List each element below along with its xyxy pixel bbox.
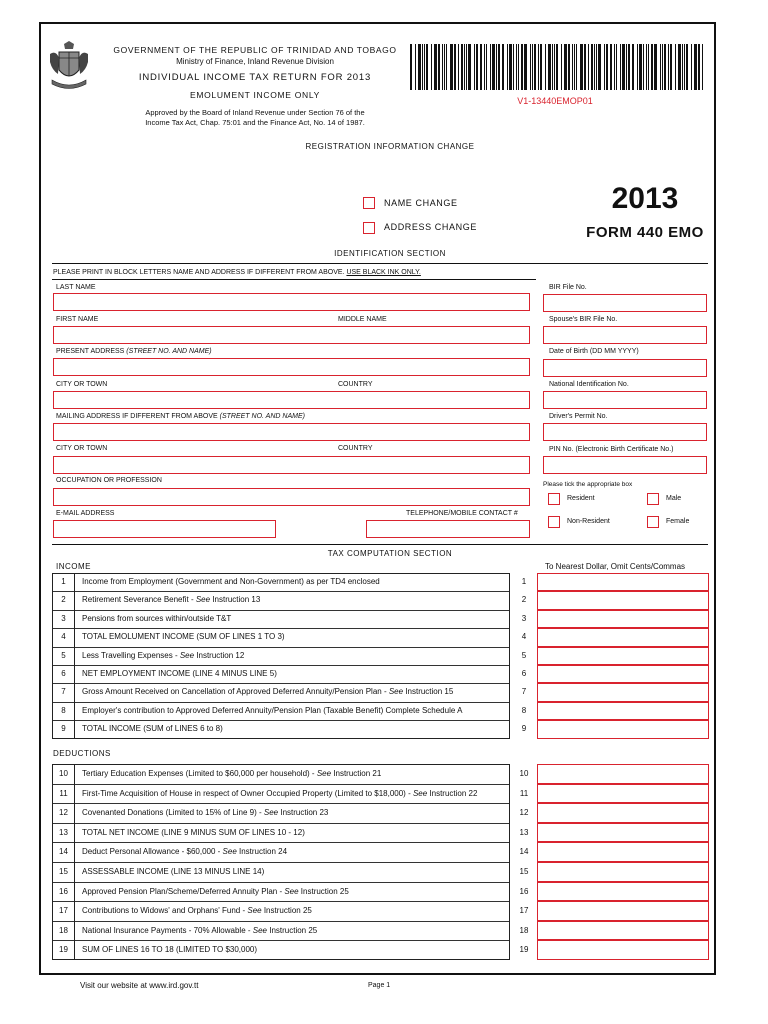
tax-section-title: TAX COMPUTATION SECTION [327,549,453,558]
address-change-checkbox[interactable] [363,222,375,234]
barcode-bar [639,44,642,90]
barcode-bar [556,44,558,90]
see-reference: See [316,769,332,778]
line-description [82,921,317,941]
barcode-bar [480,44,482,90]
barcode-bar [444,44,445,90]
barcode-bar [464,44,465,90]
line-number: 12 [59,808,68,818]
line-description [82,842,287,862]
barcode-bar [616,44,617,90]
barcode-bar [626,44,627,90]
city-label-1: CITY OR TOWN [56,381,108,388]
barcode-bar [454,44,456,90]
barcode-bar [675,44,676,90]
line-description-text: ASSESSABLE INCOME (LINE 13 MINUS LINE 14) [82,867,265,876]
barcode-bar [628,44,630,90]
line-description [82,823,305,843]
table-column-divider [74,573,75,739]
line-number-right: 3 [521,613,527,623]
mailing-address-label [56,413,305,420]
line-description-text: Retirement Severance Benefit - [82,595,196,605]
amount-field[interactable] [537,882,709,902]
line-number: 17 [59,906,68,916]
barcode-bar [492,44,495,90]
line-number-right: 5 [521,650,527,660]
present-address-field[interactable] [53,358,530,376]
line-number-right: 7 [521,687,527,697]
amount-field[interactable] [537,921,709,941]
barcode-bar [684,44,685,90]
mailing-address-field[interactable] [53,423,530,441]
barcode-bar [466,44,467,90]
barcode-bar [554,44,555,90]
line-description [82,628,285,646]
line-number: 11 [59,788,68,798]
website-footer: Visit our website at www.ird.gov.tt [80,981,199,990]
phone-field[interactable] [366,520,530,538]
registration-change-title: REGISTRATION INFORMATION CHANGE [305,142,475,151]
line-number: 3 [61,613,66,623]
line-number-right: 4 [521,632,527,642]
barcode [410,44,706,90]
barcode-bar [540,44,542,90]
pin-field[interactable] [543,456,707,474]
line-description-text: TOTAL NET INCOME (LINE 9 MINUS SUM OF LINES 10 - 12) [82,827,305,837]
barcode-bar [646,44,647,90]
barcode-bar [682,44,683,90]
dob-label: Date of Birth (DD MM YYYY) [549,348,639,355]
page-number: Page 1 [368,982,391,989]
line-number-right: 18 [519,925,529,935]
occupation-field[interactable] [53,488,530,506]
barcode-bar [513,44,514,90]
dob-field[interactable] [543,359,707,377]
line-number: 13 [59,827,68,837]
barcode-bar [670,44,672,90]
barcode-bar [580,44,583,90]
drivers-permit-field[interactable] [543,423,707,441]
line-description-text: SUM OF LINES 16 TO 18 (LIMITED TO $30,000) [82,945,258,955]
last-name-label: LAST NAME [56,284,96,291]
resident-checkbox[interactable] [548,493,560,505]
resident-label: Resident [567,495,595,502]
barcode-bar [691,44,692,90]
first-name-label: FIRST NAME [56,316,99,323]
identification-divider [52,263,708,264]
line-description-text: NET EMPLOYMENT INCOME (LINE 4 MINUS LINE 5) [82,669,277,678]
email-label: E-MAIL ADDRESS [56,510,115,517]
barcode-bar [434,44,437,90]
country-label-2: COUNTRY [338,445,373,452]
barcode-bar [468,44,471,90]
line-number-right: 2 [521,595,527,605]
line-number-right: 6 [521,669,527,678]
barcode-bar [490,44,491,90]
line-number: 14 [59,847,68,857]
barcode-bar [622,44,625,90]
barcode-bar [442,44,443,90]
barcode-bar [498,44,500,90]
amount-field[interactable] [537,901,709,921]
email-field[interactable] [53,520,276,538]
line-description [82,647,244,665]
barcode-bar [521,44,523,90]
mailing-address-text: MAILING ADDRESS IF DIFFERENT FROM ABOVE [56,413,218,420]
amount-field[interactable] [537,683,709,701]
coat-of-arms-emblem [46,40,92,92]
line-description [82,862,264,882]
barcode-bar [574,44,575,90]
instruction-divider [52,279,536,280]
national-id-field[interactable] [543,391,707,409]
form-subtitle: EMOLUMENT INCOME ONLY [189,90,321,100]
pin-label: PIN No. (Electronic Birth Certificate No.) [549,446,674,453]
name-change-label: NAME CHANGE [384,198,458,208]
line-number: 2 [61,595,66,605]
see-reference: See [247,906,262,916]
line-number-right: 12 [519,808,529,818]
barcode-bar [568,44,570,90]
line-description [82,803,328,823]
amount-field[interactable] [537,720,709,738]
barcode-bar [422,44,423,90]
line-description [82,702,462,720]
line-number: 8 [61,705,66,715]
line-description-text: Deduct Personal Allowance - $60,000 - [82,847,223,857]
see-reference: See [195,595,211,605]
see-reference: See [179,650,195,660]
line-number: 4 [61,632,66,642]
barcode-bar [446,44,447,90]
mailing-address-hint: (STREET NO. AND NAME) [219,413,305,420]
barcode-bar [415,44,416,90]
line-number: 5 [61,650,66,660]
line-description [82,573,380,591]
deductions-heading: DEDUCTIONS [53,749,111,758]
barcode-bar [596,44,597,90]
form-number: FORM 440 EMO [586,224,704,241]
line-number-right: 1 [521,577,527,586]
barcode-bar [516,44,517,90]
instruction-reference: Instruction 15 [403,687,454,697]
line-number: 18 [59,925,68,935]
table-column-divider [509,764,510,960]
barcode-bar [702,44,703,90]
barcode-bar [643,44,644,90]
barcode-bar [564,44,567,90]
barcode-bar [637,44,638,90]
line-number-right: 14 [519,847,529,857]
barcode-bar [588,44,589,90]
barcode-bar [594,44,595,90]
amount-field[interactable] [537,803,709,823]
ministry-name: Ministry of Finance, Inland Revenue Division [176,57,334,66]
barcode-bar [530,44,531,90]
see-reference: See [284,886,299,896]
line-description [82,901,312,921]
line-description [82,683,453,701]
barcode-bar [648,44,649,90]
line-number-right: 16 [519,886,529,896]
middle-name-label: MIDDLE NAME [338,316,387,323]
instruction-reference: Instruction 13 [210,595,261,605]
identification-section-title: IDENTIFICATION SECTION [334,249,446,258]
present-address-text: PRESENT ADDRESS [56,348,125,355]
barcode-bar [484,44,485,90]
amount-field[interactable] [537,842,709,862]
amount-field[interactable] [537,764,709,784]
instruction-reference: Instruction 23 [278,808,329,818]
black-ink-instruction: USE BLACK INK ONLY. [346,269,421,276]
spouse-bir-label: Spouse's BIR File No. [549,316,618,323]
barcode-bar [496,44,497,90]
amount-field[interactable] [537,702,709,720]
line-number-right: 15 [519,867,529,876]
present-address-label [56,348,212,355]
amount-field[interactable] [537,647,709,665]
barcode-bar [486,44,487,90]
present-address-hint: (STREET NO. AND NAME) [126,348,212,355]
city-label-2: CITY OR TOWN [56,445,108,452]
barcode-bar [424,44,425,90]
amount-field[interactable] [537,665,709,683]
line-number-right: 17 [519,906,529,916]
barcode-bar [548,44,551,90]
barcode-bar [518,44,519,90]
barcode-bar [660,44,661,90]
barcode-bar [426,44,428,90]
line-number: 19 [59,945,68,955]
line-description-text: Approved Pension Plan/Scheme/Deferred Annuity Plan - [82,886,285,896]
line-number-right: 10 [519,769,529,778]
non-resident-label: Non-Resident [567,518,610,525]
see-reference: See [252,925,267,935]
line-description [82,784,477,804]
barcode-bar [524,44,527,90]
amount-field[interactable] [537,610,709,628]
barcode-bar [418,44,421,90]
bir-file-field[interactable] [543,294,707,312]
address-change-label: ADDRESS CHANGE [384,222,477,232]
barcode-bar [572,44,573,90]
spouse-bir-field[interactable] [543,326,707,344]
line-description-text: Pensions from sources within/outside T&T [82,613,232,623]
amount-field[interactable] [537,940,709,960]
non-resident-checkbox[interactable] [548,516,560,528]
line-number: 10 [59,769,68,778]
line-description-text: National Insurance Payments - 70% Allowable - [82,925,253,935]
barcode-bar [620,44,621,90]
city-country-field-1[interactable] [53,391,530,409]
barcode-bar [450,44,453,90]
instruction-reference: Instruction 21 [331,769,382,778]
line-description [82,882,349,902]
barcode-bar [668,44,669,90]
country-label-1: COUNTRY [338,381,373,388]
barcode-bar [614,44,615,90]
barcode-bar [474,44,475,90]
nearest-dollar-note: To Nearest Dollar, Omit Cents/Commas [545,562,686,571]
see-reference: See [222,847,237,857]
line-number-right: 9 [521,724,527,734]
barcode-bar [410,44,412,90]
male-checkbox[interactable] [647,493,659,505]
national-id-label: National Identification No. [549,381,629,388]
barcode-bar [509,44,512,90]
see-reference: See [388,687,404,697]
barcode-bar [507,44,508,90]
line-description [82,610,231,628]
line-description-text: Income from Employment (Government and Non-Government) as per TD4 enclosed [82,577,380,586]
amount-field[interactable] [537,784,709,804]
table-column-divider [509,573,510,739]
barcode-bar [561,44,562,90]
line-description-text: Less Travelling Expenses - [82,650,180,660]
bir-file-label: BIR File No. [549,284,587,291]
barcode-bar [532,44,533,90]
barcode-bar [461,44,463,90]
name-change-checkbox[interactable] [363,197,375,209]
line-number: 6 [61,669,66,678]
barcode-bar [610,44,612,90]
barcode-bar [686,44,688,90]
line-number-right: 11 [519,788,529,798]
line-number-right: 19 [519,945,529,955]
barcode-bar [632,44,634,90]
barcode-bar [552,44,553,90]
line-description [82,940,257,960]
barcode-bar [534,44,536,90]
instruction-reference: Instruction 12 [194,650,245,660]
barcode-bar [606,44,608,90]
amount-field[interactable] [537,573,709,591]
line-number: 7 [61,687,66,697]
barcode-bar [458,44,459,90]
barcode-bar [438,44,440,90]
first-name-field[interactable] [53,326,530,344]
barcode-bar [502,44,504,90]
line-description-text: Contributions to Widows' and Orphans' Fund - [82,906,248,916]
amount-field[interactable] [537,862,709,882]
line-number: 16 [59,886,68,896]
phone-label: TELEPHONE/MOBILE CONTACT # [406,510,518,517]
line-description [82,764,381,784]
instruction-reference: Instruction 25 [298,886,349,896]
barcode-text: V1-13440EMOP01 [517,96,593,106]
female-label: Female [666,518,690,525]
barcode-bar [678,44,681,90]
barcode-bar [654,44,657,90]
barcode-bar [604,44,605,90]
last-name-field[interactable] [53,293,530,311]
occupation-label: OCCUPATION OR PROFESSION [56,477,162,484]
barcode-bar [698,44,700,90]
barcode-bar [538,44,539,90]
amount-field[interactable] [537,591,709,609]
instruction-reference: Instruction 25 [261,906,312,916]
tick-box-instruction: Please tick the appropriate box [543,481,633,488]
line-number-right: 13 [519,827,529,837]
barcode-bar [431,44,432,90]
barcode-bar [545,44,546,90]
table-column-divider [74,764,75,960]
barcode-bar [664,44,666,90]
line-description-text: Gross Amount Received on Cancellation of Approved Deferred Annuity/Pension Plan - [82,687,389,697]
line-description-text: First-Time Acquisition of House in respect of Owner Occupied Property (Limited to $18,000) - [82,788,413,798]
drivers-permit-label: Driver's Permit No. [549,413,608,420]
barcode-bar [694,44,697,90]
barcode-bar [662,44,663,90]
form-year: 2013 [611,182,679,215]
government-title: GOVERNMENT OF THE REPUBLIC OF TRINIDAD AND TOBAGO [113,45,397,55]
barcode-bar [651,44,653,90]
line-number-right: 8 [521,705,527,715]
block-letters-instruction [53,269,421,276]
income-heading: INCOME [56,562,91,571]
amount-field[interactable] [537,823,709,843]
instruction-text: PLEASE PRINT IN BLOCK LETTERS NAME AND ADDRESS IF DIFFERENT FROM ABOVE. [53,269,345,276]
barcode-bar [584,44,586,90]
line-description [82,591,260,609]
barcode-bar [598,44,601,90]
see-reference: See [263,808,279,818]
line-description-text: Employer's contribution to Approved Deferred Annuity/Pension Plan (Taxable Benefit) Complete Schedule A [82,705,463,715]
line-description-text: TOTAL INCOME (SUM of LINES 6 to 8) [82,724,223,734]
line-description-text: TOTAL EMOLUMENT INCOME (SUM OF LINES 1 TO 3) [82,632,285,642]
line-description [82,665,277,683]
line-description-text: Tertiary Education Expenses (Limited to $60,000 per household) - [82,769,317,778]
line-description [82,720,223,738]
instruction-reference: Instruction 25 [267,925,318,935]
barcode-bar [591,44,593,90]
approval-line-2: Income Tax Act, Chap. 75:01 and the Finance Act, No. 14 of 1987. [145,118,365,127]
barcode-bar [576,44,577,90]
approval-line-1: Approved by the Board of Inland Revenue under Section 76 of the [145,108,365,117]
line-number: 15 [59,867,68,876]
instruction-reference: Instruction 22 [427,788,478,798]
male-label: Male [666,495,682,502]
instruction-reference: Instruction 24 [236,847,288,857]
barcode-bar [476,44,478,90]
line-description-text: Covenanted Donations (Limited to 15% of Line 9) - [82,808,264,818]
see-reference: See [412,788,428,798]
female-checkbox[interactable] [647,516,659,528]
amount-field[interactable] [537,628,709,646]
city-country-field-2[interactable] [53,456,530,474]
tax-section-divider [52,544,708,545]
form-title: INDIVIDUAL INCOME TAX RETURN FOR 2013 [138,72,372,83]
line-number: 9 [61,724,66,734]
line-number: 1 [61,577,66,586]
